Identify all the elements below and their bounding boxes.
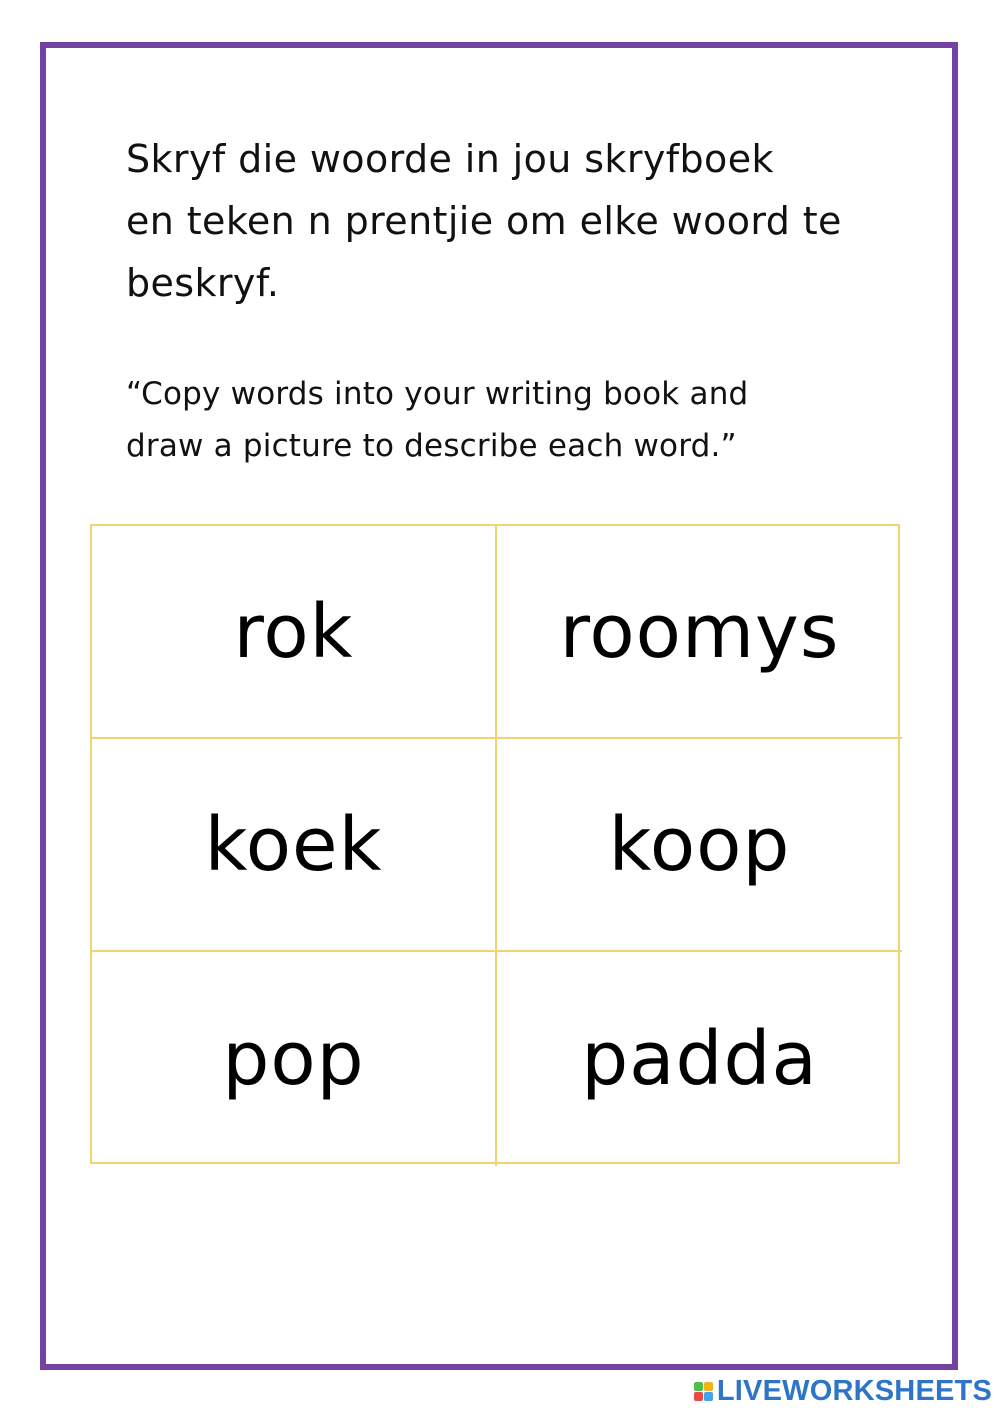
word-koek: koek	[204, 801, 383, 888]
afrikaans-instruction: Skryf die woorde in jou skryfboek en teken n prentjie om elke woord te beskryf.	[126, 137, 842, 305]
word-roomys: roomys	[559, 588, 840, 675]
word-card-rok	[92, 526, 497, 739]
word-rok: rok	[233, 588, 354, 675]
word-grid	[90, 524, 900, 1164]
word-card-pop	[92, 952, 497, 1166]
logo-square-green	[694, 1382, 703, 1391]
word-padda: padda	[581, 1016, 818, 1102]
english-instruction: “Copy words into your writing book and draw a picture to describe each word.”	[126, 376, 749, 464]
liveworksheets-brand	[694, 1377, 992, 1406]
logo-square-yellow	[704, 1382, 713, 1391]
liveworksheets-logo-icon	[694, 1382, 713, 1401]
word-card-roomys	[497, 526, 902, 739]
worksheet-page	[40, 42, 958, 1370]
word-koop: koop	[608, 801, 791, 888]
logo-square-blue	[704, 1392, 713, 1401]
logo-square-red	[694, 1392, 703, 1401]
word-pop: pop	[222, 1016, 365, 1102]
word-card-koop	[497, 739, 902, 952]
word-card-padda	[497, 952, 902, 1166]
word-card-koek	[92, 739, 497, 952]
liveworksheets-wordmark: LIVEWORKSHEETS	[716, 1375, 992, 1407]
